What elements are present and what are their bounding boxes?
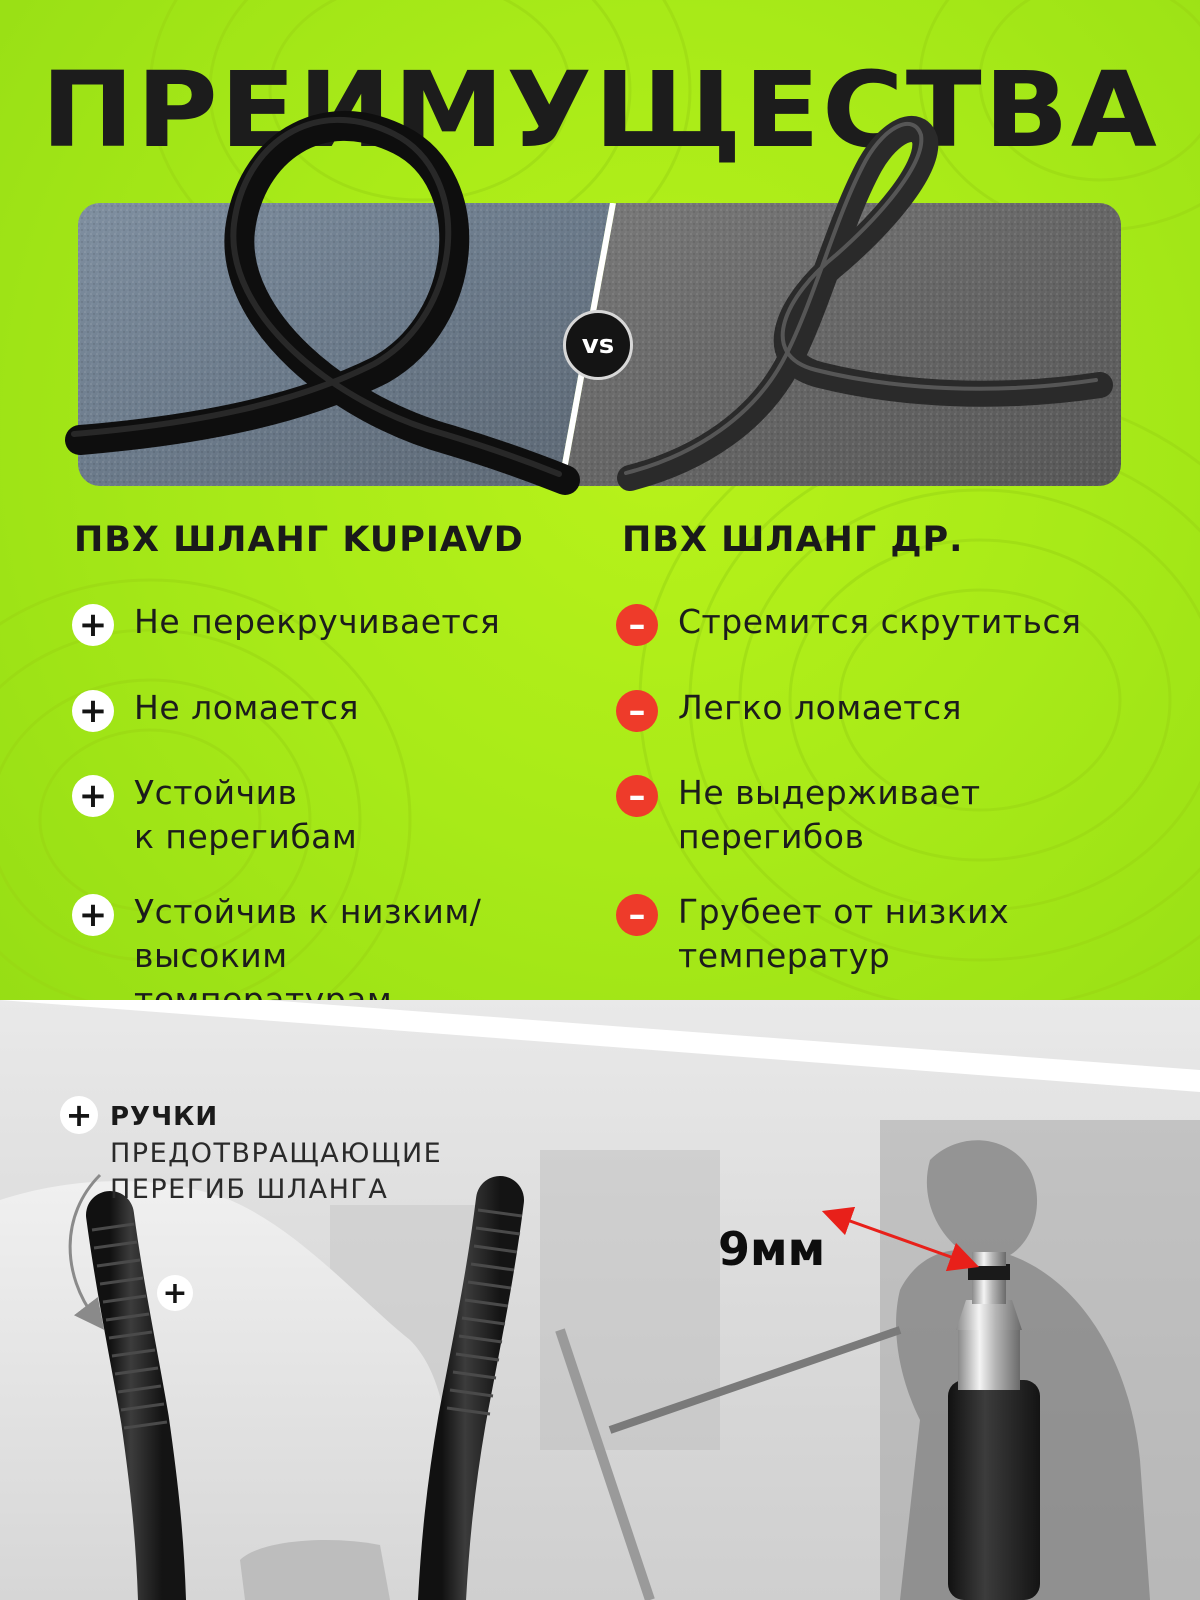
- plus-icon: +: [72, 775, 114, 817]
- con-item-text: Легко ломается: [678, 688, 962, 727]
- pro-item: [72, 686, 592, 732]
- minus-icon: –: [616, 775, 658, 817]
- con-item-text: Не выдерживает перегибов: [678, 773, 981, 856]
- con-item: [616, 600, 1186, 646]
- minus-icon: –: [616, 690, 658, 732]
- other-heading: ПВХ ШЛАНГ ДР.: [622, 520, 964, 560]
- pro-item-text: Не перекручивается: [134, 602, 501, 641]
- pro-item-text: Устойчив к низким/ высоким: [134, 892, 482, 975]
- minus-icon: –: [616, 604, 658, 646]
- con-item: [616, 771, 1186, 859]
- plus-icon: +: [72, 690, 114, 732]
- minus-icon: –: [616, 894, 658, 936]
- dimension-label: 9мм: [718, 1222, 826, 1276]
- pro-item: [72, 600, 592, 646]
- kupiavd-heading: ПВХ ШЛАНГ KUPIAVD: [74, 520, 524, 560]
- plus-icon: +: [157, 1275, 193, 1311]
- plus-icon: +: [72, 604, 114, 646]
- con-item: [616, 890, 1186, 978]
- pro-item-text: Устойчив к перегибам: [134, 773, 358, 856]
- pro-item: [72, 771, 592, 859]
- feature-title: РУЧКИ: [110, 1102, 219, 1132]
- feature-line: ПРЕДОТВРАЩАЮЩИЕ: [110, 1138, 443, 1169]
- con-item-text: Стремится скрутиться: [678, 602, 1082, 641]
- plus-icon: +: [72, 894, 114, 936]
- feature-line: ПЕРЕГИБ ШЛАНГА: [110, 1174, 389, 1205]
- con-item: [616, 686, 1186, 732]
- plus-icon: +: [60, 1096, 98, 1134]
- con-item-text: Грубеет от низких температур: [678, 892, 1010, 975]
- page-title: ПРЕИМУЩЕСТВА: [40, 49, 1160, 171]
- pro-item-text: Не ломается: [134, 688, 360, 727]
- vs-badge: vs: [563, 310, 633, 380]
